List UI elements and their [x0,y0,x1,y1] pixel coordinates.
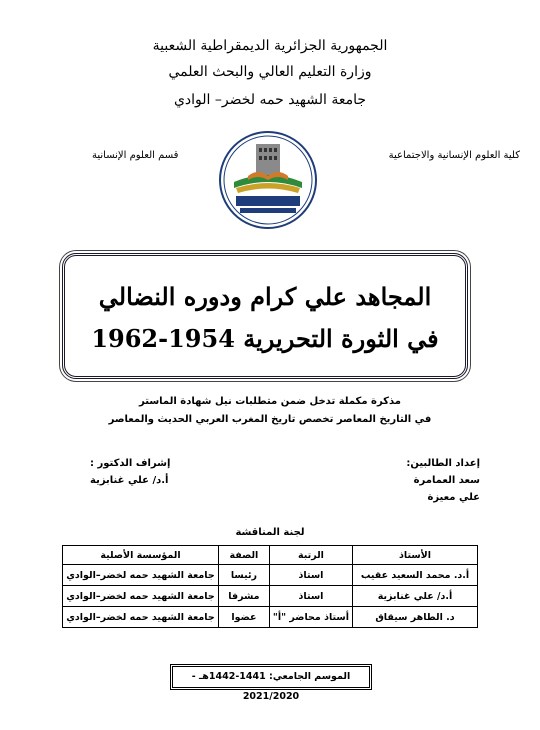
committee-title: لجنة المناقشة [235,527,305,538]
table-cell: أستاذ محاضر "أ" [269,607,352,628]
table-header-row [63,546,478,565]
table-cell: جامعة الشهيد حمه لخضر–الوادي [63,607,219,628]
column-header: الصفة [218,546,269,565]
column-header: الرتبة [269,546,352,565]
department-name: قسم العلوم الإنسانية [92,150,179,161]
table-cell: مشرفا [218,586,269,607]
column-header: الأستاذ [353,546,478,565]
table-cell: جامعة الشهيد حمه لخضر–الوادي [63,586,219,607]
student-name: سعد العمامرة [413,475,480,486]
student-name: علي معيزة [427,492,480,503]
table-cell: أ.د/ علي غنابزية [353,586,478,607]
thesis-description: مذكرة مكملة تدخل ضمن متطلبات نيل شهادة الماستر [139,396,401,407]
faculty-name: كلية العلوم الإنسانية والاجتماعية [388,150,520,161]
table-cell: جامعة الشهيد حمه لخضر–الوادي [63,565,219,586]
table-row [63,586,478,607]
thesis-title-line1: المجاهد علي كرام ودوره النضالي [98,282,432,311]
table-row [63,565,478,586]
table-row [63,607,478,628]
table-cell: د. الطاهر سيقاق [353,607,478,628]
university-name: جامعة الشهيد حمه لخضر– الوادي [173,92,367,108]
title-frame [62,253,468,379]
table-cell: رئيسا [218,565,269,586]
table-cell: استاذ [269,586,352,607]
table-cell: أ.د. محمد السعيد عقيب [353,565,478,586]
committee-table [62,545,478,628]
supervisor-label: إشراف الدكتور : [90,458,171,469]
academic-year: الموسم الجامعي: 1441-1442هـ - 2021/2020 [170,664,372,690]
prepared-by-label: إعداد الطالبين: [406,458,480,469]
ministry-name: وزارة التعليم العالي والبحث العلمي [168,64,372,80]
country-name: الجمهورية الجزائرية الديمقراطية الشعبية [152,38,388,54]
thesis-title-line2: في الثورة التحريرية 1954-1962 [91,324,439,353]
table-cell: عضوا [218,607,269,628]
thesis-specialization: في التاريخ المعاصر تخصص تاريخ المغرب العربي الحديث والمعاصر [108,414,432,425]
supervisor-name: أ.د/ علي غنابزية [90,475,169,486]
column-header: المؤسسة الأصلية [63,546,219,565]
university-logo [218,130,318,230]
table-cell: استاذ [269,565,352,586]
